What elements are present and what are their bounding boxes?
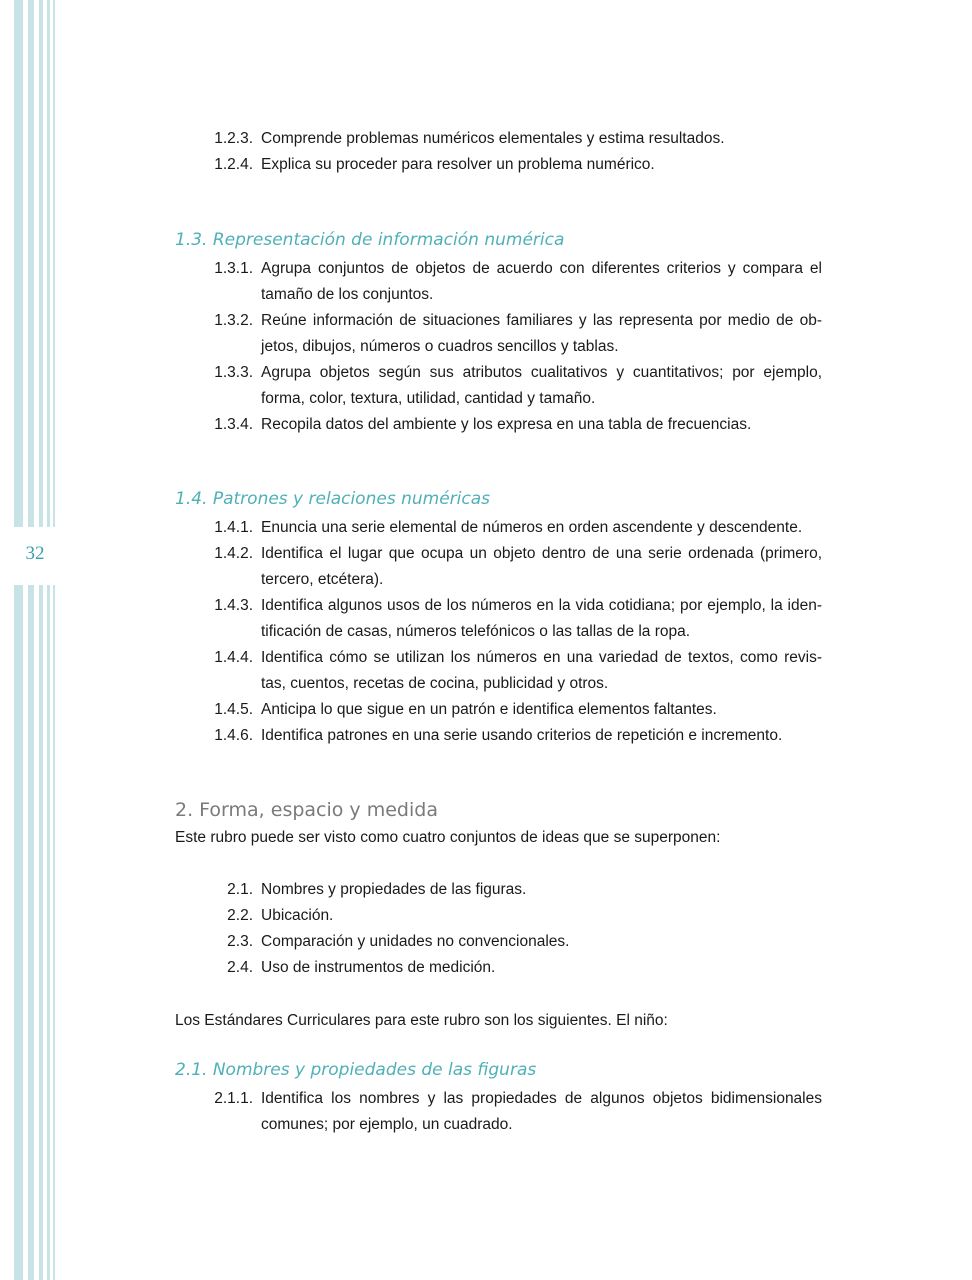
item-number: 1.4.5. <box>214 701 253 718</box>
item-text: Identifica los nombres y las propiedades de algunos objetos bidimensionales <box>261 1090 822 1107</box>
stripe <box>53 585 55 1280</box>
item-number: 2.1.1. <box>214 1090 253 1107</box>
stripe <box>47 0 50 527</box>
item-text: Reúne información de situaciones familiares y las representa por medio de ob- <box>261 312 822 329</box>
item-number: 1.3.3. <box>214 364 253 381</box>
item-number: 1.4.2. <box>214 545 253 562</box>
item-number: 2.3. <box>227 933 253 950</box>
item-text: Anticipa lo que sigue en un patrón e identifica elementos faltantes. <box>261 701 717 718</box>
item-text: jetos, dibujos, números o cuadros sencillos y tablas. <box>261 338 619 355</box>
item-number: 1.3.2. <box>214 312 253 329</box>
item-text: Recopila datos del ambiente y los expresa en una tabla de frecuencias. <box>261 416 752 433</box>
main-heading: 2. Forma, espacio y medida <box>175 799 438 821</box>
item-text: Uso de instrumentos de medición. <box>261 959 496 976</box>
item-number: 1.3.1. <box>214 260 253 277</box>
item-number: 2.1. <box>227 881 253 898</box>
stripe <box>28 585 34 1280</box>
item-text: comunes; por ejemplo, un cuadrado. <box>261 1116 513 1133</box>
item-text: Identifica patrones en una serie usando criterios de repetición e incremento. <box>261 727 783 744</box>
item-text: tamaño de los conjuntos. <box>261 286 434 303</box>
decorative-stripes <box>0 0 60 1280</box>
item-text: tificación de casas, números telefónicos o las tallas de la ropa. <box>261 623 691 640</box>
item-text: forma, color, textura, utilidad, cantidad y tamaño. <box>261 390 596 407</box>
section-heading: 2.1. Nombres y propiedades de las figuras <box>175 1060 537 1080</box>
item-text: tercero, etcétera). <box>261 571 384 588</box>
item-number: 2.4. <box>227 959 253 976</box>
item-text: Explica su proceder para resolver un problema numérico. <box>261 156 655 173</box>
item-text: Nombres y propiedades de las figuras. <box>261 881 527 898</box>
item-text: tas, cuentos, recetas de cocina, publicidad y otros. <box>261 675 609 692</box>
stripe <box>28 0 34 527</box>
stripe <box>14 0 23 527</box>
stripe <box>53 0 55 527</box>
item-number: 1.2.4. <box>214 156 253 173</box>
item-text: Enuncia una serie elemental de números en orden ascendente y descendente. <box>261 519 803 536</box>
item-number: 1.4.1. <box>214 519 253 536</box>
item-text: Identifica cómo se utilizan los números en una variedad de textos, como revis- <box>261 649 822 666</box>
section-heading: 1.3. Representación de información numérica <box>175 230 565 250</box>
paragraph: Este rubro puede ser visto como cuatro conjuntos de ideas que se superponen: <box>175 829 721 846</box>
item-number: 1.2.3. <box>214 130 253 147</box>
item-text: Ubicación. <box>261 907 334 924</box>
item-text: Identifica el lugar que ocupa un objeto dentro de una serie ordenada (primero, <box>261 545 822 562</box>
item-number: 1.4.6. <box>214 727 253 744</box>
stripe <box>47 585 50 1280</box>
item-text: Comprende problemas numéricos elementales y estima resultados. <box>261 130 725 147</box>
item-text: Agrupa conjuntos de objetos de acuerdo con diferentes criterios y compara el <box>261 260 822 277</box>
item-text: Agrupa objetos según sus atributos cualitativos y cuantitativos; por ejemplo, <box>261 364 822 381</box>
page-number: 32 <box>25 543 45 564</box>
item-number: 1.3.4. <box>214 416 253 433</box>
stripe <box>39 585 43 1280</box>
stripe <box>14 585 23 1280</box>
stripe <box>39 0 43 527</box>
item-number: 2.2. <box>227 907 253 924</box>
item-number: 1.4.3. <box>214 597 253 614</box>
item-text: Identifica algunos usos de los números en la vida cotidiana; por ejemplo, la iden- <box>261 597 822 614</box>
item-number: 1.4.4. <box>214 649 253 666</box>
section-heading: 1.4. Patrones y relaciones numéricas <box>175 489 490 509</box>
item-text: Comparación y unidades no convencionales. <box>261 933 570 950</box>
paragraph: Los Estándares Curriculares para este rubro son los siguientes. El niño: <box>175 1012 668 1029</box>
